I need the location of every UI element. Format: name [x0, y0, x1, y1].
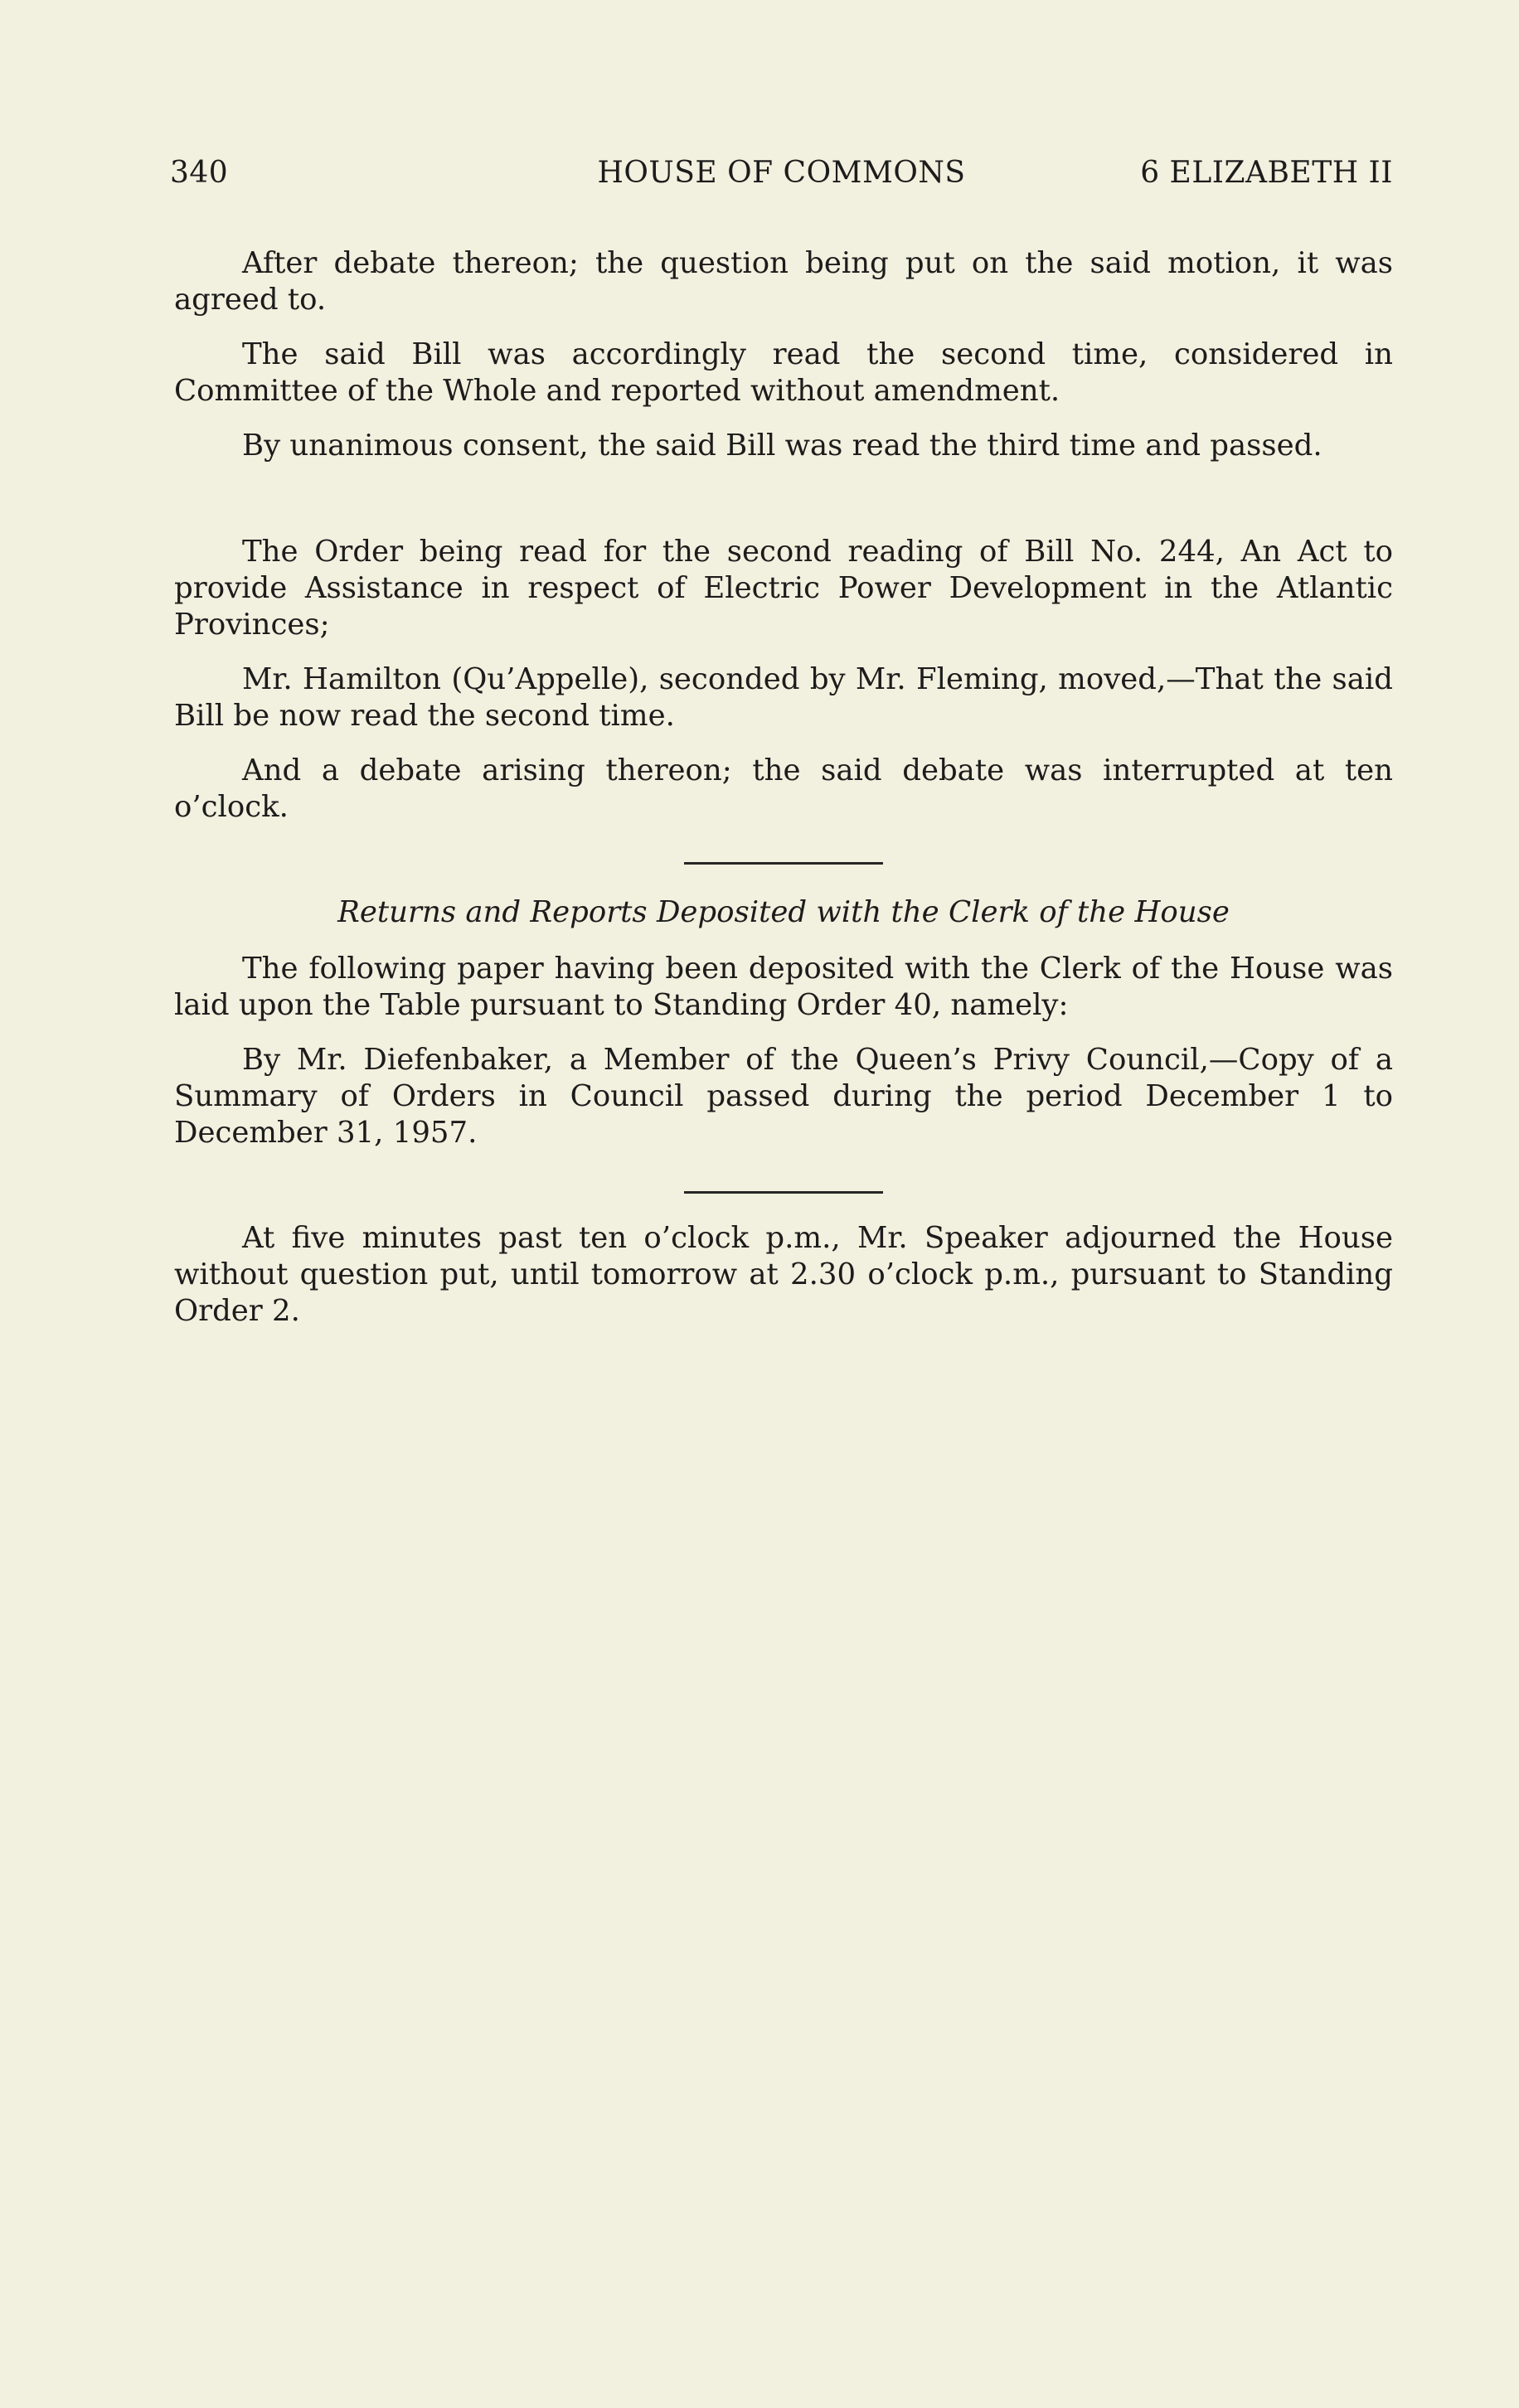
- paragraph-third-reading: By unanimous consent, the said Bill was read the third time and passed.: [242, 429, 1322, 463]
- paragraph-debate-agreed: After debate thereon; the question being put on the said motion, it was agreed to.: [174, 246, 1393, 317]
- section-heading: Returns and Reports Deposited with the Clerk of the House: [337, 895, 1230, 929]
- page-number: 340: [170, 156, 229, 190]
- journal-body: [174, 245, 1393, 1330]
- paragraph-order-bill-244: The Order being read for the second reading of Bill No. 244, An Act to provide Assistance in respect of Electric Power Development in the Atlantic Provinces;: [174, 535, 1393, 642]
- paragraph-second-reading: The said Bill was accordingly read the second time, considered in Committee of the Whole and reported without amendment.: [174, 337, 1393, 408]
- paragraph-adjournment: At five minutes past ten o’clock p.m., Mr. Speaker adjourned the House without question put, until tomorrow at 2.30 o’clock p.m., pursuant to Standing Order 2.: [174, 1221, 1393, 1328]
- paragraph-debate-interrupted: And a debate arising thereon; the said debate was interrupted at ten o’clock.: [174, 753, 1393, 824]
- running-header: [170, 156, 1393, 197]
- running-title: HOUSE OF COMMONS: [597, 156, 966, 190]
- paragraph-motion-hamilton: Mr. Hamilton (Qu’Appelle), seconded by Mr. Fleming, moved,—That the said Bill be now read the second time.: [174, 662, 1393, 733]
- paragraph-diefenbaker-return: By Mr. Diefenbaker, a Member of the Queen’s Privy Council,—Copy of a Summary of Orders in Council passed during the period December 1 to December 31, 1957.: [174, 1043, 1393, 1150]
- regnal-year: 6 ELIZABETH II: [1140, 156, 1393, 190]
- paragraph-paper-deposited: The following paper having been deposited with the Clerk of the House was laid upon the Table pursuant to Standing Order 40, namely:: [174, 952, 1393, 1022]
